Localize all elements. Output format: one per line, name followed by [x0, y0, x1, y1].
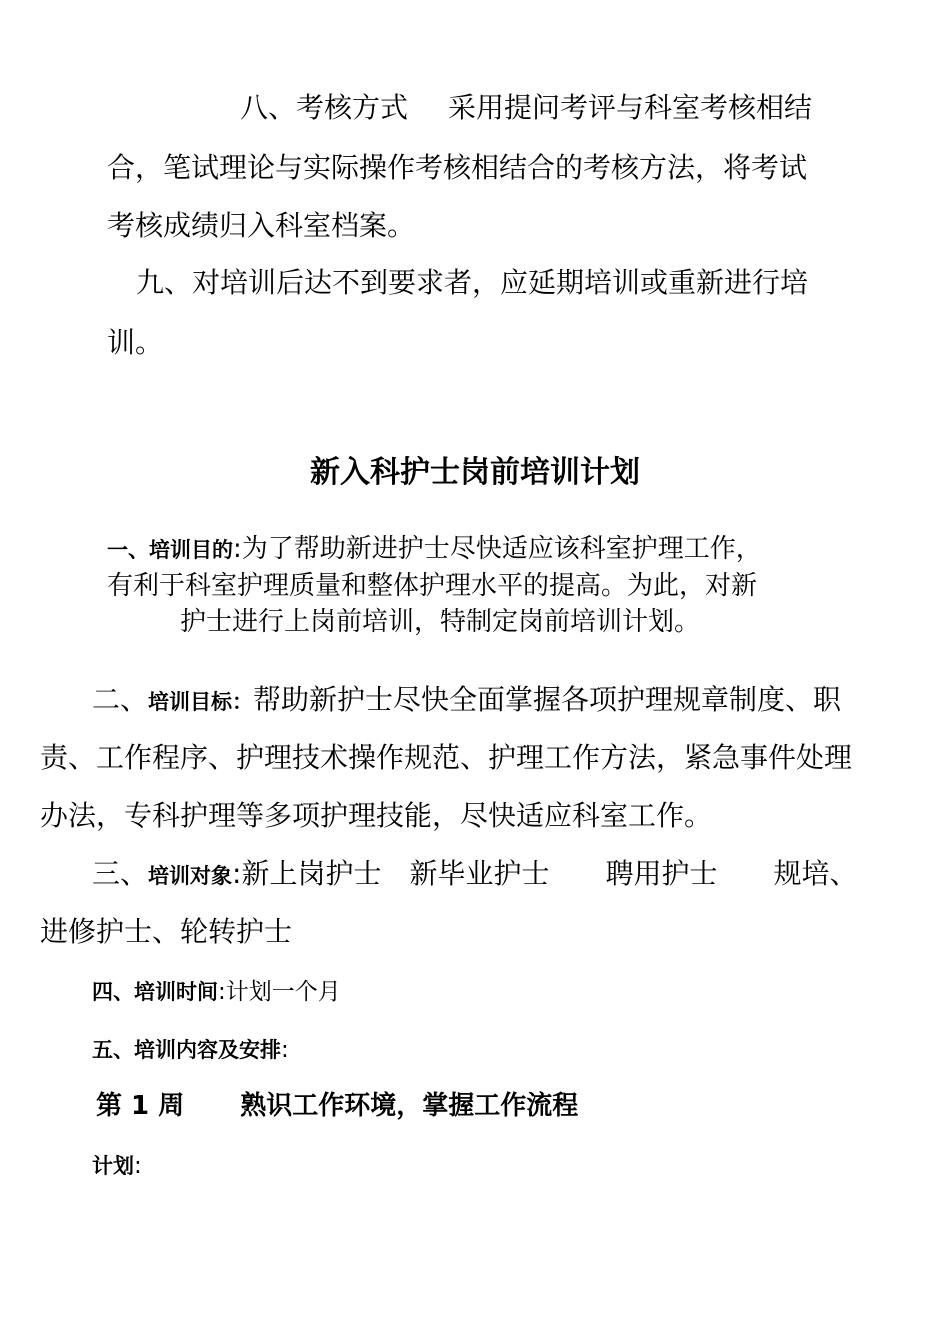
target-line1 [92, 858, 857, 892]
week1-label: 第 1 周 [96, 1091, 185, 1121]
section8-line1 [240, 92, 812, 124]
section9-line1: 九、对培训后达不到要求者，应延期培训或重新进行培 [136, 266, 809, 299]
plan-colon: : [134, 1153, 142, 1179]
section8-heading: 八、考核方式 [240, 91, 409, 124]
content-line [92, 1036, 289, 1064]
section9-line2: 训。 [107, 326, 164, 359]
time-value: :计划一个月 [218, 979, 341, 1005]
goal-prefix: 二、 [92, 683, 149, 716]
goal-label: 培训目标： [148, 690, 254, 714]
week1-topic: 熟识工作环境，掌握工作流程 [240, 1091, 579, 1121]
plan-line [92, 1152, 142, 1180]
goal-line2: 责、工作程序、护理技术操作规范、护理工作方法，紧急事件处理 [40, 741, 853, 774]
plan-label: 计划 [92, 1154, 134, 1178]
section8-line3: 考核成绩归入科室档案。 [107, 209, 416, 242]
section8-line2: 合，笔试理论与实际操作考核相结合的考核方法，将考试 [107, 151, 808, 184]
content-colon: : [281, 1037, 289, 1063]
section8-text: 采用提问考评与科室考核相结 [448, 91, 813, 124]
purpose-line1 [107, 534, 762, 565]
target-label: 培训对象 [148, 864, 233, 888]
target-prefix: 三、 [92, 857, 149, 890]
purpose-line3: 护士进行上岗前培训，特制定岗前培训计划。 [180, 607, 701, 637]
target-line2: 进修护士、轮转护士 [40, 915, 293, 948]
content-label: 五、培训内容及安排 [92, 1038, 281, 1062]
time-label: 四、培训时间 [92, 980, 218, 1004]
target-text: :新上岗护士 新毕业护士 聘用护士 规培、 [232, 857, 858, 890]
goal-line1 [92, 684, 841, 718]
time-line [92, 978, 341, 1006]
purpose-label: 一、培训目的 [107, 538, 233, 562]
goal-text: 帮助新护士尽快全面掌握各项护理规章制度、职 [253, 683, 842, 716]
week1-line [96, 1091, 578, 1121]
purpose-line2: 有利于科室护理质量和整体护理水平的提高。为此，对新 [107, 571, 758, 601]
page-title: 新入科护士岗前培训计划 [310, 455, 640, 490]
goal-line3: 办法，专科护理等多项护理技能，尽快适应科室工作。 [40, 799, 713, 832]
purpose-text: :为了帮助新进护士尽快适应该科室护理工作， [233, 534, 762, 564]
